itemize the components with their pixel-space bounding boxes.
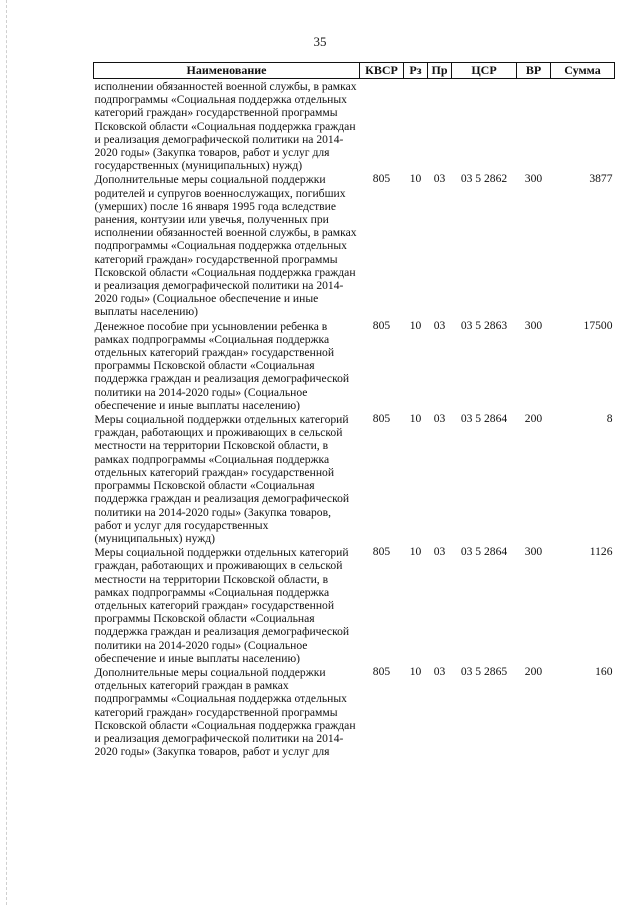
- table-row: [94, 412, 615, 545]
- column-header-vr: ВР: [517, 63, 551, 79]
- row-csr-cell: 03 5 2864: [460, 545, 508, 559]
- row-kvsr-cell: [360, 79, 404, 173]
- column-header-pr: Пр: [428, 63, 452, 79]
- table-row: [94, 319, 615, 412]
- row-kvsr-cell: 805: [372, 172, 391, 186]
- row-rz-cell: 10: [409, 318, 422, 332]
- column-header-sum: Сумма: [551, 63, 615, 79]
- row-pr-cell: 03: [433, 664, 446, 678]
- row-sum-cell: 17500: [583, 318, 613, 332]
- row-kvsr-cell: 805: [372, 412, 391, 426]
- table-row: [94, 665, 615, 758]
- page-number: 35: [313, 34, 327, 49]
- row-pr-cell: 03: [433, 545, 446, 559]
- table-header-row: [94, 63, 615, 79]
- row-pr-cell: 03: [433, 318, 446, 332]
- row-sum-cell: [551, 79, 615, 173]
- row-rz-cell: [404, 79, 428, 173]
- row-csr-cell: 03 5 2864: [460, 412, 508, 426]
- row-vr-cell: 300: [524, 318, 543, 332]
- row-kvsr-cell: 805: [372, 664, 391, 678]
- row-sum-cell: 1126: [589, 545, 613, 559]
- row-name-cell: Меры социальной поддержки отдельных категорий граждан, работающих и проживающих в сельской местности на территории Псковской области, в рамках подпрограммы «Социальная поддержка отдельных категорий граждан» государственной программы Псковской области «Социальная поддержка граждан и реализация демографической политики на 2014-2020 годы» (Закупка товаров, работ и услуг для государственных (муниципальных) нужд): [94, 413, 350, 545]
- row-name-cell: Денежное пособие при усыновлении ребенка в рамках подпрограммы «Социальная поддержка отдельных категорий граждан» государственной программы Псковской области «Социальная поддержка граждан и реализация демографической политики на 2014-2020 годы» (Социальное обеспечение и иные выплаты населению): [94, 319, 350, 412]
- row-vr-cell: 200: [524, 664, 543, 678]
- column-header-name: Наименование: [94, 63, 360, 79]
- column-header-kvsr: КВСР: [360, 63, 404, 79]
- row-pr-cell: 03: [433, 172, 446, 186]
- row-name-cell: Дополнительные меры социальной поддержки отдельных категорий граждан в рамках подпрограммы «Социальная поддержка отдельных категорий граждан» государственной программы Псковской области «Социальная поддержка граждан и реализация демографической политики на 2014-2020 годы» (Закупка товаров, работ и услуг для: [94, 665, 356, 759]
- row-sum-cell: 8: [606, 412, 613, 426]
- row-name-cell: Дополнительные меры социальной поддержки родителей и супругов военнослужащих, погибших (умерших) после 16 января 1995 года вследствие ранения, контузии или увечья, полученных при исполнении обязанностей военной службы, в рамках подпрограммы «Социальная поддержка отдельных категорий граждан» государственной программы Псковской области «Социальная поддержка граждан и реализация демографической политики на 2014-2020 годы» (Социальное обеспечение и иные выплаты населению): [94, 173, 357, 319]
- row-vr-cell: 300: [524, 545, 543, 559]
- row-rz-cell: 10: [409, 545, 422, 559]
- row-vr-cell: [517, 79, 551, 173]
- row-vr-cell: 300: [524, 172, 543, 186]
- row-csr-cell: 03 5 2863: [460, 318, 508, 332]
- row-pr-cell: 03: [433, 412, 446, 426]
- table-row: [94, 545, 615, 665]
- budget-table: [93, 62, 615, 758]
- row-csr-cell: 03 5 2862: [460, 172, 508, 186]
- row-vr-cell: 200: [524, 412, 543, 426]
- row-csr-cell: [452, 79, 517, 173]
- row-sum-cell: 160: [595, 664, 613, 678]
- row-name-cell: исполнении обязанностей военной службы, в рамках подпрограммы «Социальная поддержка отдельных категорий граждан» государственной программы Псковской области «Социальная поддержка граждан и реализация демографической политики на 2014-2020 годы» (Закупка товаров, работ и услуг для государственных (муниципальных) нужд): [94, 80, 357, 173]
- row-rz-cell: 10: [409, 172, 422, 186]
- table-row: [94, 79, 615, 173]
- row-rz-cell: 10: [409, 664, 422, 678]
- row-kvsr-cell: 805: [372, 318, 391, 332]
- row-rz-cell: 10: [409, 412, 422, 426]
- column-header-rz: Рз: [404, 63, 428, 79]
- row-name-cell: Меры социальной поддержки отдельных категорий граждан, работающих и проживающих в сельской местности на территории Псковской области, в рамках подпрограммы «Социальная поддержка отдельных категорий граждан» государственной программы Псковской области «Социальная поддержка граждан и реализация демографической политики на 2014-2020 годы» (Социальное обеспечение и иные выплаты населению): [94, 546, 350, 665]
- row-csr-cell: 03 5 2865: [460, 664, 508, 678]
- row-kvsr-cell: 805: [372, 545, 391, 559]
- column-header-csr: ЦСР: [452, 63, 517, 79]
- row-sum-cell: 3877: [589, 172, 613, 186]
- row-pr-cell: [428, 79, 452, 173]
- table-row: [94, 172, 615, 318]
- scan-margin-edge: [0, 0, 7, 905]
